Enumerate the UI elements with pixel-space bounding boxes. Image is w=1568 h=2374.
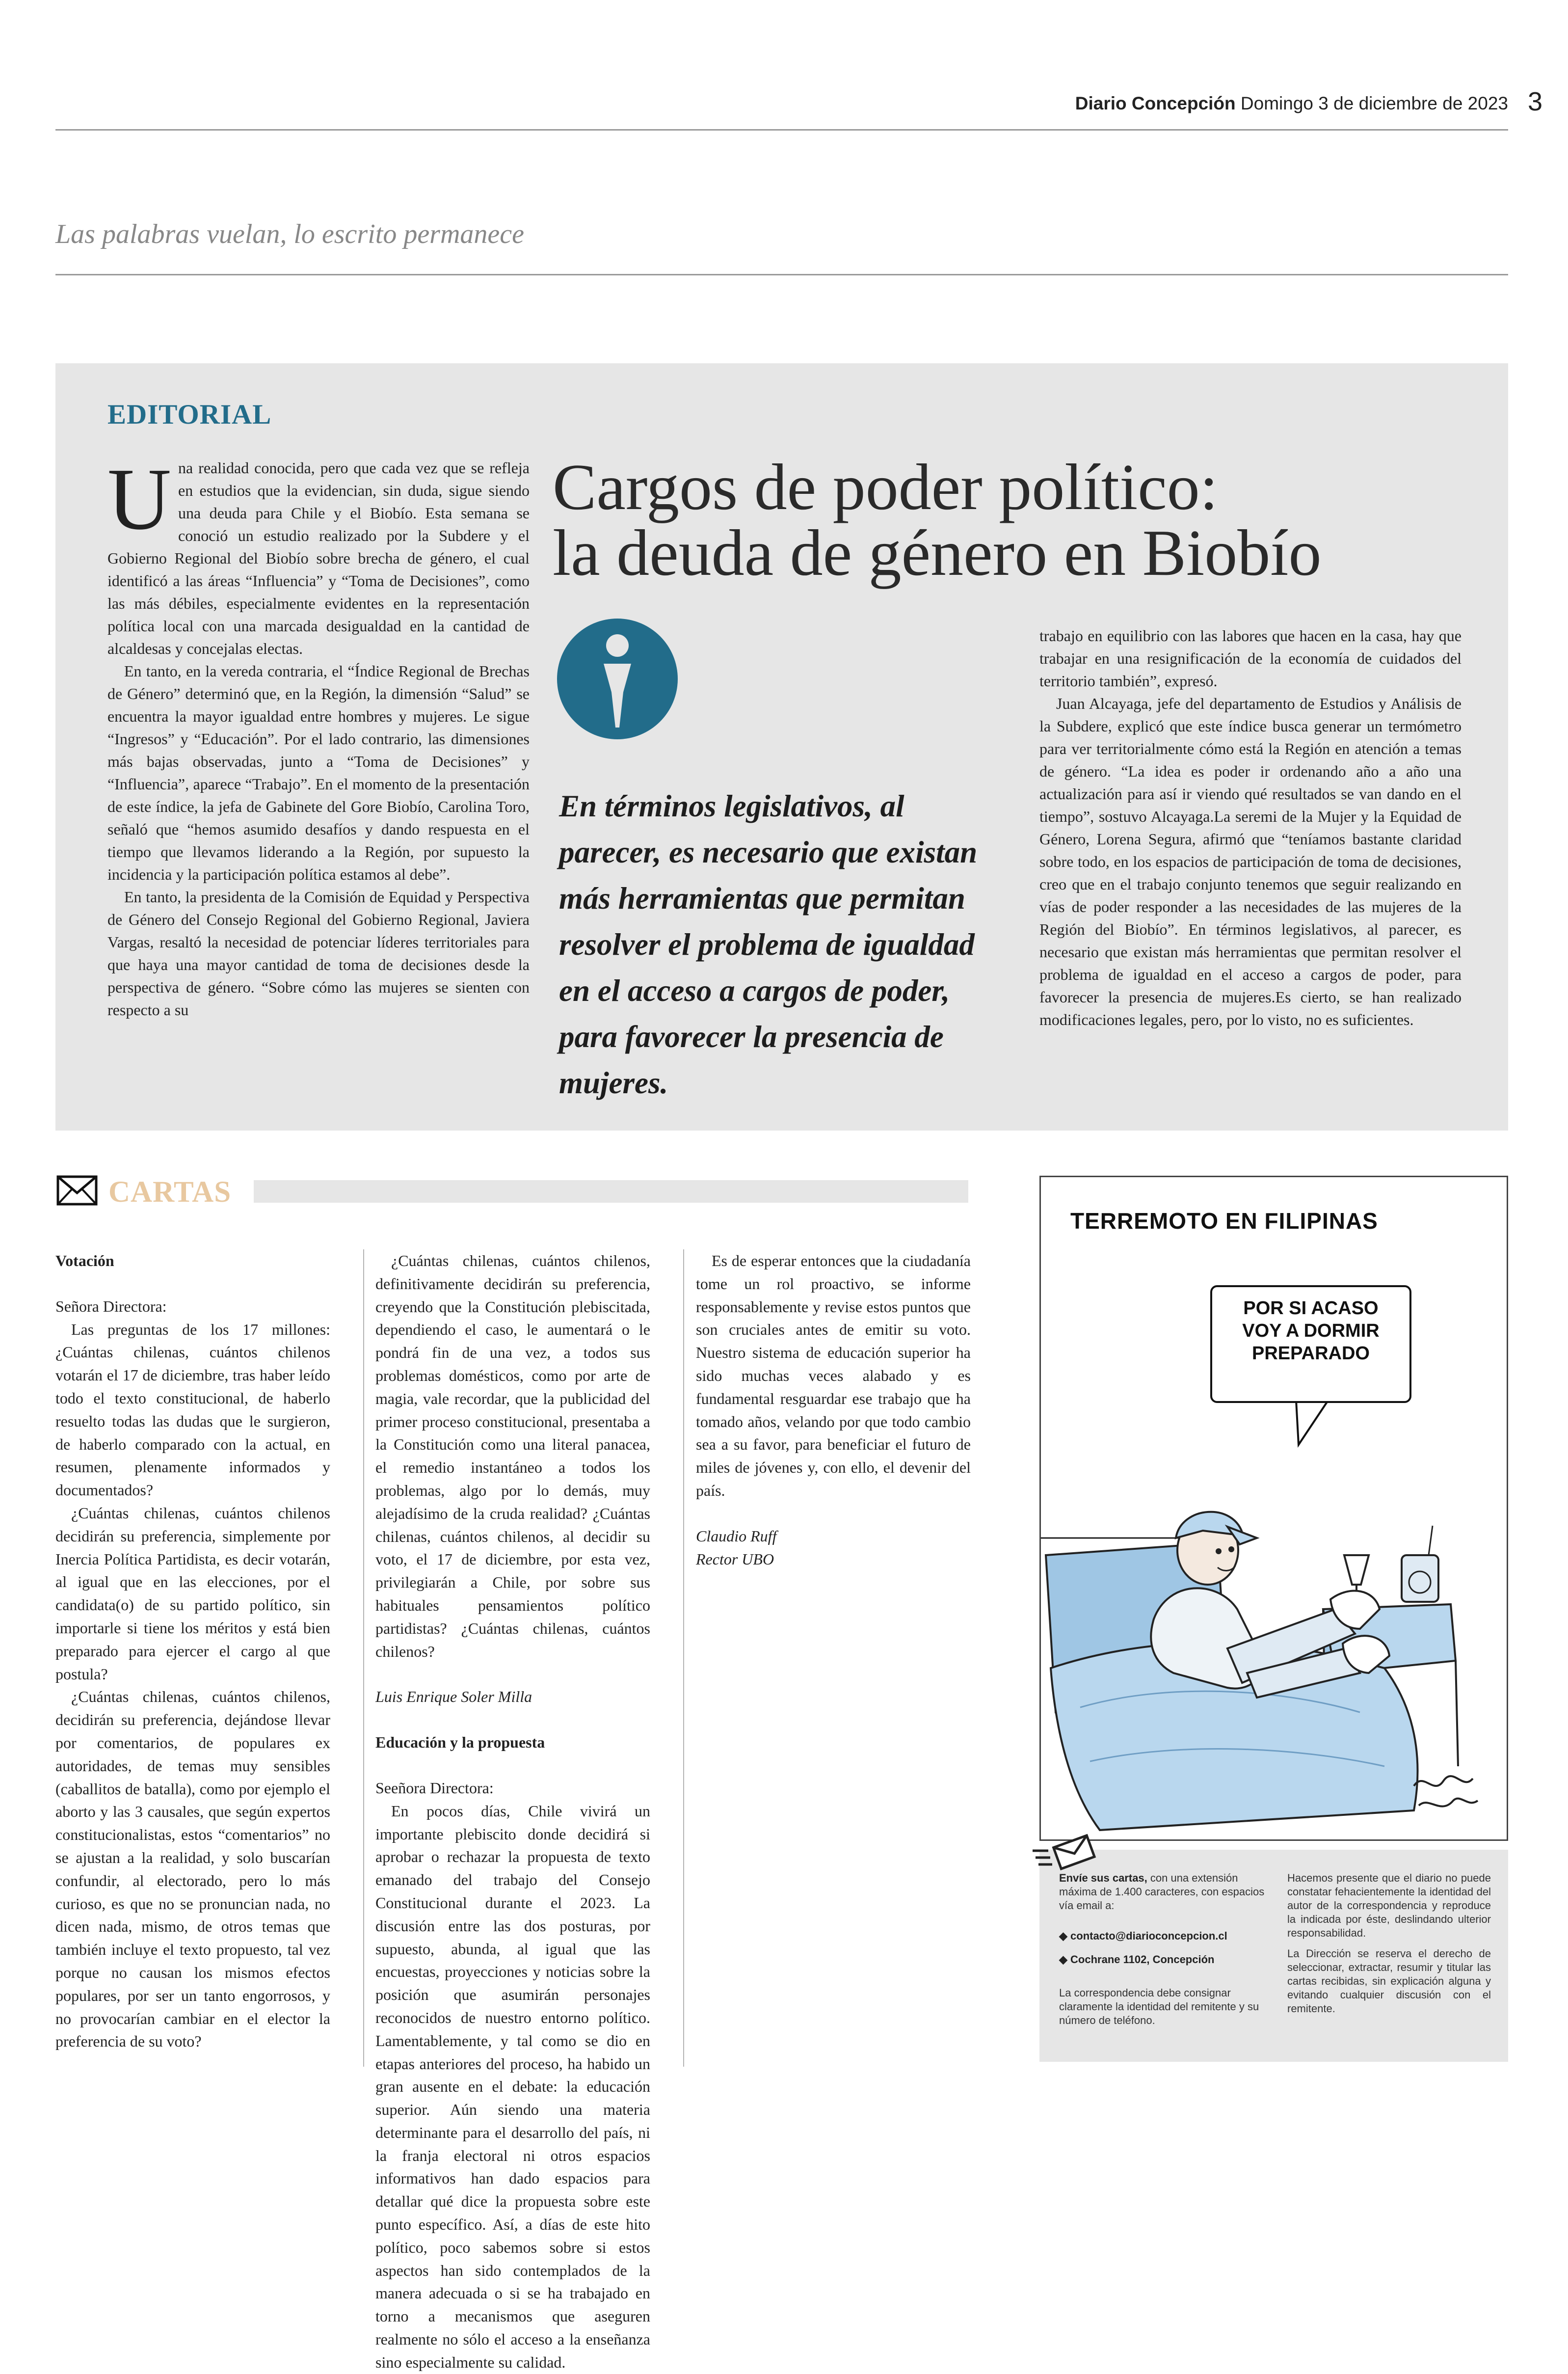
- letters-column-3: [696, 1249, 971, 1570]
- newspaper-name: Diario Concepción: [1075, 93, 1236, 113]
- letter-paragraph: En pocos días, Chile vivirá un importante plebiscito donde decidirá si aprobar o rechazar la propuesta de texto emanado del trabajo del Consejo Constitucional durante el 2023. La discusión entre las dos posturas, por supuesto, abunda, al igual que las encuestas, proyecciones y noticias sobre la posición que asumirán personajes reconocidos de nuestro entorno político. Lamentablemente, y tal como se dio en etapas anteriores del proceso, ha habido un gran ausente en el debate: la educación superior. Aún siendo una materia determinante para el desarrollo del país, ni la franja electoral ni otros espacios informativos han dado espacios para detallar qué dice la propuesta sobre este punto específico. Así, a días de este hito político, poco sabemos sobre si estos aspectos han sido contemplados de la manera adecuada o si se ha trabajado en torno a mecanismos que aseguren realmente no sólo el acceso a la enseñanza sino especialmente su calidad.: [375, 1802, 650, 2371]
- letter-salutation: Seeñora Directora:: [375, 1779, 494, 1797]
- editorial-paragraph: Una realidad conocida, pero que cada vez que se refleja en estudios que la evidencian, sin duda, sigue siendo una deuda para Chile y el Biobío. Esta semana se conoció un estudio realizado por la Subdere y el Gobierno Regional del Biobío sobre brecha de género, el cual identificó a las áreas “Influencia” y “Toma de Decisiones”, como las más débiles, especialmente evidentes en la representación política local con una marcada desigualdad en la cantidad de alcaldesas y concejalas electas.: [107, 450, 530, 657]
- header-info: [1075, 93, 1508, 114]
- cartoon-illustration: [1041, 1177, 1507, 1839]
- editorial-title: [553, 451, 1446, 589]
- editorial-box: [55, 363, 1508, 1131]
- editorial-column-3: [1039, 624, 1462, 1031]
- cartas-header: [55, 1173, 968, 1208]
- envelope-send-icon: [1031, 1831, 1094, 1870]
- contact-email[interactable]: ◆ contacto@diarioconcepcion.cl: [1059, 1930, 1227, 1942]
- publication-date: Domingo 3 de diciembre de 2023: [1240, 93, 1508, 113]
- letter-signature: Claudio Ruff: [696, 1527, 777, 1545]
- letter-salutation: Señora Directora:: [55, 1297, 167, 1315]
- diamond-bullet-icon: ◆: [1059, 1930, 1071, 1942]
- page-number: 3: [1527, 87, 1542, 116]
- bubble-line: POR SI ACASO: [1243, 1298, 1379, 1319]
- editorial-paragraph: En tanto, la presidenta de la Comisión de Equidad y Perspectiva de Género del Consejo Regional del Gobierno Regional, Javiera Vargas, resaltó la necesidad de potenciar líderes territoriales para que haya una mayor cantidad de toma de decisiones desde la perspectiva de género. “Sobre cómo las mujeres se sienten con respecto a su: [107, 888, 530, 1019]
- speech-bubble: [1210, 1285, 1411, 1403]
- letter-paragraph: Las preguntas de los 17 millones: ¿Cuántas chilenas, cuántos chilenos votarán el 17 de diciembre, tras haber leído todo el texto constitucional, de haberlo resuelto todas las dudas que le surgieron, de haberlo comparado con la actual, en resumen, plenamente informados y documentados?: [55, 1320, 330, 1499]
- letter-title: Votación: [55, 1252, 114, 1269]
- section-slogan: Las palabras vuelan, lo escrito permanece: [55, 219, 524, 249]
- disclaimer-paragraph: La Dirección se reserva el derecho de seleccionar, extractar, resumir y titular las cartas recibidas, sin explicación alguna y evitando cualquier discusión con el remitente.: [1287, 1947, 1491, 2015]
- letters-column-2: [375, 1249, 650, 2374]
- slogan-divider: [55, 274, 1508, 275]
- contact-disclaimer: [1287, 1871, 1491, 2016]
- cartas-label: CARTAS: [108, 1176, 232, 1209]
- letter-signature-role: Rector UBO: [696, 1550, 774, 1568]
- pull-quote: En términos legislativos, al parecer, es necesario que existan más herramientas que permitan resolver el problema de igualdad en el acceso a cargos de poder, para favorecer la presencia de mujeres.: [559, 789, 978, 1100]
- disclaimer-paragraph: Hacemos presente que el diario no puede constatar fehacientemente la identidad del autor de la correspondencia y reproduce la indicada por éste, deslindando ulterior responsabilidad.: [1287, 1872, 1491, 1939]
- letter-title: Educación y la propuesta: [375, 1733, 545, 1752]
- editorial-label: EDITORIAL: [107, 399, 272, 430]
- page-header: [55, 87, 1542, 131]
- letters-contact-box: [1039, 1850, 1508, 2062]
- editorial-paragraph: En tanto, en la vereda contraria, el “Índice Regional de Brechas de Género” determinó que, en la Región, la dimensión “Salud” se encuentra la mayor igualdad entre hombres y mujeres. Le sigue “Ingresos” y “Educación”. Por el lado contrario, las dimensiones más bajas observadas, junto a “Toma de Decisiones” y “Influencia”, aparece “Trabajo”. En el momento de la presentación de este índice, la jefa de Gabinete del Gore Biobío, Carolina Toro, señaló que “hemos asumido desafíos y dando respuesta en el tiempo que llevamos liderando a la Región, por supuesto la incidencia y la participación política estamos al debe”.: [107, 662, 530, 883]
- drop-cap: U: [107, 450, 171, 548]
- cartoon-panel: [1039, 1176, 1508, 1841]
- bubble-line: PREPARADO: [1252, 1343, 1370, 1364]
- letter-paragraph: ¿Cuántas chilenas, cuántos chilenos, decidirán su preferencia, dejándose llevar por comentarios, de populares ex autoridades, de temas muy sensibles (caballitos de batalla), como por ejemplo el aborto y las 3 causales, que según expertos constitucionalistas, estos “comentarios” no se ajustan a la realidad, y solo buscarían confundir, al electorado, pero lo más curioso, es que no se pronuncian nada, no dicen nada, mismo, de otros temas que también incluye el texto propuesto, tal vez porque no causan los mismos efectos populares, por ser un tanto engorrosos, y no provocarían cambiar en el elector la preferencia de su voto?: [55, 1688, 330, 2050]
- contact-address: ◆ Cochrane 1102, Concepción: [1059, 1953, 1215, 1966]
- editorial-paragraph: trabajo en equilibrio con las labores que hacen en la casa, hay que trabajar en una resignificación de la economía de cuidados del territorio también”, expresó.: [1039, 627, 1462, 690]
- editorial-column-1: [107, 450, 530, 1021]
- contact-note: La correspondencia debe consignar claramente la identidad del remitente y su número de teléfono.: [1059, 1987, 1259, 2026]
- editorial-title-line-2: la deuda de género en Biobío: [553, 516, 1322, 589]
- letter-paragraph: ¿Cuántas chilenas, cuántos chilenos decidirán su preferencia, simplemente por Inercia Política Partidista, es decir votarán, al igual que en las elecciones, por el candidata(o) de su partido político, sin importarle si tiene los méritos y está bien preparado para ejercer el cargo al que postula?: [55, 1504, 330, 1683]
- info-icon: [557, 619, 678, 739]
- editorial-title-line-1: Cargos de poder político:: [553, 451, 1218, 523]
- letters-column-1: [55, 1249, 330, 2053]
- column-divider: [683, 1249, 684, 2067]
- bubble-line: VOY A DORMIR: [1242, 1321, 1380, 1341]
- editorial-paragraph: Juan Alcayaga, jefe del departamento de Estudios y Análisis de la Subdere, explicó que este índice busca generar un termómetro para ver territorialmente cómo está la Región en atención a temas de género. “La idea es poder ir ordenando año a año una actualización para así ir viendo qué resultados se van dando en el tiempo”, sostuvo Alcayaga.La seremi de la Mujer y la Equidad de Género, Lorena Segura, afirmó que “teníamos bastante claridad sobre todo, en los espacios de participación de toma de decisiones, creo que en el trabajo conjunto tenemos que seguir realizando en vías de poder responder a las necesidades de las mujeres de la Región del Biobío”. En términos legislativos, al parecer, es necesario que existan más herramientas que permitan resolver el problema de igualdad en el acceso a cargos de poder, para favorecer la presencia de mujeres.Es cierto, se han realizado modificaciones legales, pero, por lo visto, no es suficientes.: [1039, 695, 1462, 1028]
- letter-paragraph: Es de esperar entonces que la ciudadanía tome un rol proactivo, se informe responsablemente y revise estos puntos que son cruciales antes de emitir su voto. Nuestro sistema de educación superior ha sido muchas veces alabado y es fundamental resguardar ese trabajo que ha tomado años, velando por que todo cambio sea a su favor, para beneficiar el futuro de miles de jóvenes y, con ello, el devenir del país.: [696, 1252, 971, 1499]
- envelope-icon: [56, 1175, 98, 1206]
- letter-signature: Luis Enrique Soler Milla: [375, 1688, 532, 1706]
- column-divider: [363, 1249, 364, 2067]
- cartoon-title: TERREMOTO EN FILIPINAS: [1070, 1208, 1378, 1234]
- contact-instructions: Envíe sus cartas, con una extensión máxima de 1.400 caracteres, con espacios vía email a: ◆ contacto@diarioconcepcion.cl ◆ Cochrane 1102, Concepción La correspondencia debe consignar claramente la identidad del remitente y su número de teléfono.: [1059, 1871, 1275, 2027]
- letter-paragraph: ¿Cuántas chilenas, cuántos chilenos, definitivamente decidirán su preferencia, creyendo que la Constitución plebiscitada, dependiendo el caso, le aumentará o le pondrá fin de una vez, a todos sus problemas domésticos, como por arte de magia, vale recordar, que la publicidad del primer proceso constitucional, presentaba a la Constitución como una literal panacea, el remedio instantáneo a todos los problemas, algo por lo demás, muy alejadísimo de la cruda realidad? ¿Cuántas chilenas, cuántos chilenos, al decidir su voto, el 17 de diciembre, por esta vez, privilegiarán a Chile, por sobre sus habituales pensamientos político partidistas? ¿Cuántas chilenas, cuántos chilenos?: [375, 1252, 650, 1660]
- diamond-bullet-icon: ◆: [1059, 1953, 1071, 1966]
- cartas-header-bar: [254, 1180, 968, 1203]
